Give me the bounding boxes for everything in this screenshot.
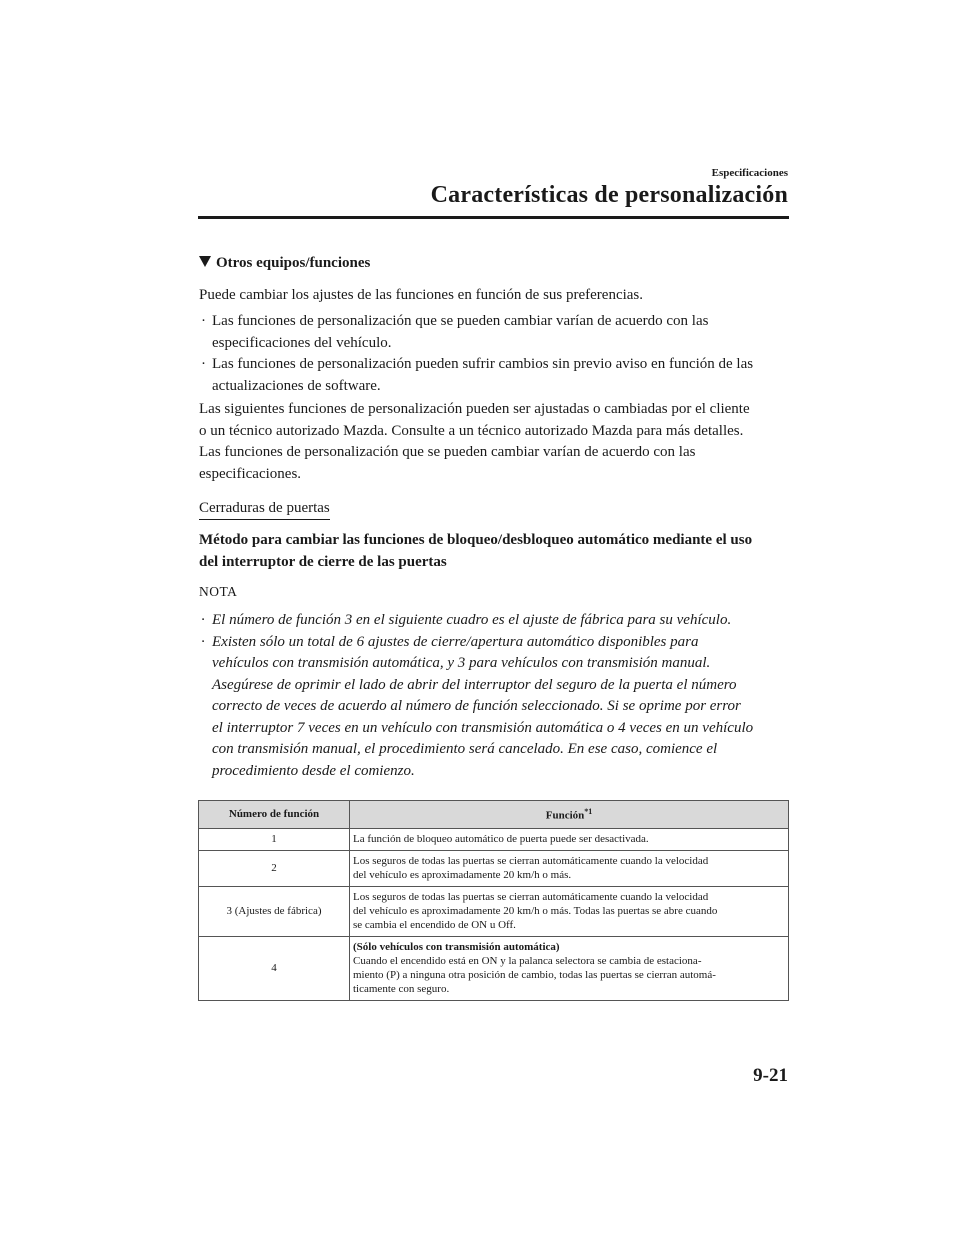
body-line: Las siguientes funciones de personalización pueden ser ajustadas o cambiadas por el cliente: [199, 401, 750, 417]
cell-line: ticamente con seguro.: [353, 983, 450, 995]
cell-line: se cambia el encendido de ON u Off.: [353, 919, 516, 931]
bullet-dot-icon: ·: [201, 612, 205, 628]
cell-line: Cuando el encendido está en ON y la palanca selectora se cambia de estaciona-: [353, 955, 702, 967]
list-item: [199, 610, 794, 632]
method-line: Método para cambiar las funciones de bloqueo/desbloqueo automático mediante el uso: [199, 532, 753, 548]
note-line: el interruptor 7 veces en un vehículo con transmisión automática o 4 veces en un vehículo: [212, 719, 754, 736]
body-line: o un técnico autorizado Mazda. Consulte a un técnico autorizado Mazda para más detalles.: [199, 422, 744, 439]
list-item: [199, 632, 794, 783]
page-title: Características de personalización: [430, 182, 788, 208]
note-label: NOTA: [199, 584, 238, 599]
cell-line: Los seguros de todas las puertas se cierran automáticamente cuando la velocidad: [353, 855, 709, 867]
function-number-cell: 1: [199, 829, 350, 851]
cell-bold-line: (Sólo vehículos con transmisión automática): [353, 941, 560, 953]
method-line: del interruptor de cierre de las puertas: [199, 553, 447, 570]
chapter-label: Especificaciones: [711, 167, 788, 179]
function-description-cell: [350, 937, 789, 1001]
table-row: [199, 829, 789, 851]
section-heading-text: Otros equipos/funciones: [216, 255, 371, 271]
info-bullet-list: [199, 311, 794, 397]
bullet-line: Las funciones de personalización pueden sufrir cambios sin previo aviso en función de las: [212, 356, 754, 372]
header-function-number: Número de función: [199, 801, 350, 829]
note-line: El número de función 3 en el siguiente cuadro es el ajuste de fábrica para su vehículo.: [212, 612, 732, 628]
cell-line: miento (P) a ninguna otra posición de cambio, todas las puertas se cierran automá-: [353, 969, 716, 981]
function-number-cell: 4: [199, 937, 350, 1001]
bullet-line: Las funciones de personalización que se pueden cambiar varían de acuerdo con las: [212, 313, 709, 329]
function-description-cell: [350, 887, 789, 937]
bullet-line: actualizaciones de software.: [212, 377, 381, 394]
table-row: [199, 851, 789, 887]
function-description-cell: [350, 829, 789, 851]
note-line: con transmisión manual, el procedimiento será cancelado. En ese caso, comience el: [212, 741, 718, 757]
note-line: vehículos con transmisión automática, y 3 para vehículos con transmisión manual.: [212, 655, 711, 671]
header-function: [350, 801, 789, 829]
list-item: [199, 354, 794, 397]
table-header-row: [199, 801, 789, 829]
bullet-dot-icon: ·: [201, 356, 206, 372]
function-description-cell: [350, 851, 789, 887]
page-number: 9-21: [753, 1065, 788, 1086]
table-row: [199, 937, 789, 1001]
body-paragraph: [199, 399, 794, 485]
header-function-text: Función: [545, 809, 585, 822]
table-row: [199, 887, 789, 937]
subsection-title-text: Cerraduras de puertas: [199, 500, 330, 520]
cell-line: La función de bloqueo automático de puerta puede ser desactivada.: [353, 833, 649, 845]
body-line: Las funciones de personalización que se pueden cambiar varían de acuerdo con las: [199, 444, 696, 460]
function-table: [198, 800, 789, 1001]
footnote-marker: *1: [584, 807, 593, 817]
list-item: [199, 311, 794, 354]
header-rule: [198, 216, 789, 219]
method-heading: [199, 530, 794, 573]
cell-line: del vehículo es aproximadamente 20 km/h o más.: [353, 869, 572, 881]
intro-text: Puede cambiar los ajustes de las funciones en función de sus preferencias.: [199, 287, 644, 303]
function-number-cell: 3 (Ajustes de fábrica): [199, 887, 350, 937]
cell-line: del vehículo es aproximadamente 20 km/h o más. Todas las puertas se abre cuando: [353, 905, 718, 917]
bullet-dot-icon: ·: [201, 633, 205, 650]
bullet-line: especificaciones del vehículo.: [212, 334, 392, 351]
function-number-cell: 2: [199, 851, 350, 887]
note-bullet-list: [199, 610, 794, 782]
triangle-down-icon: [199, 256, 211, 267]
section-heading: [199, 255, 370, 272]
bullet-dot-icon: ·: [201, 313, 206, 329]
note-line: Existen sólo un total de 6 ajustes de cierre/apertura automático disponibles para: [212, 633, 699, 650]
cell-line: Los seguros de todas las puertas se cierran automáticamente cuando la velocidad: [353, 891, 709, 903]
note-line: Asegúrese de oprimir el lado de abrir del interruptor del seguro de la puerta el número: [212, 676, 737, 693]
note-line: correcto de veces de acuerdo al número de función seleccionado. Si se oprime por error: [212, 698, 741, 714]
subsection-title: [199, 500, 330, 520]
body-line: especificaciones.: [199, 465, 302, 482]
note-line: procedimiento desde el comienzo.: [212, 762, 415, 779]
